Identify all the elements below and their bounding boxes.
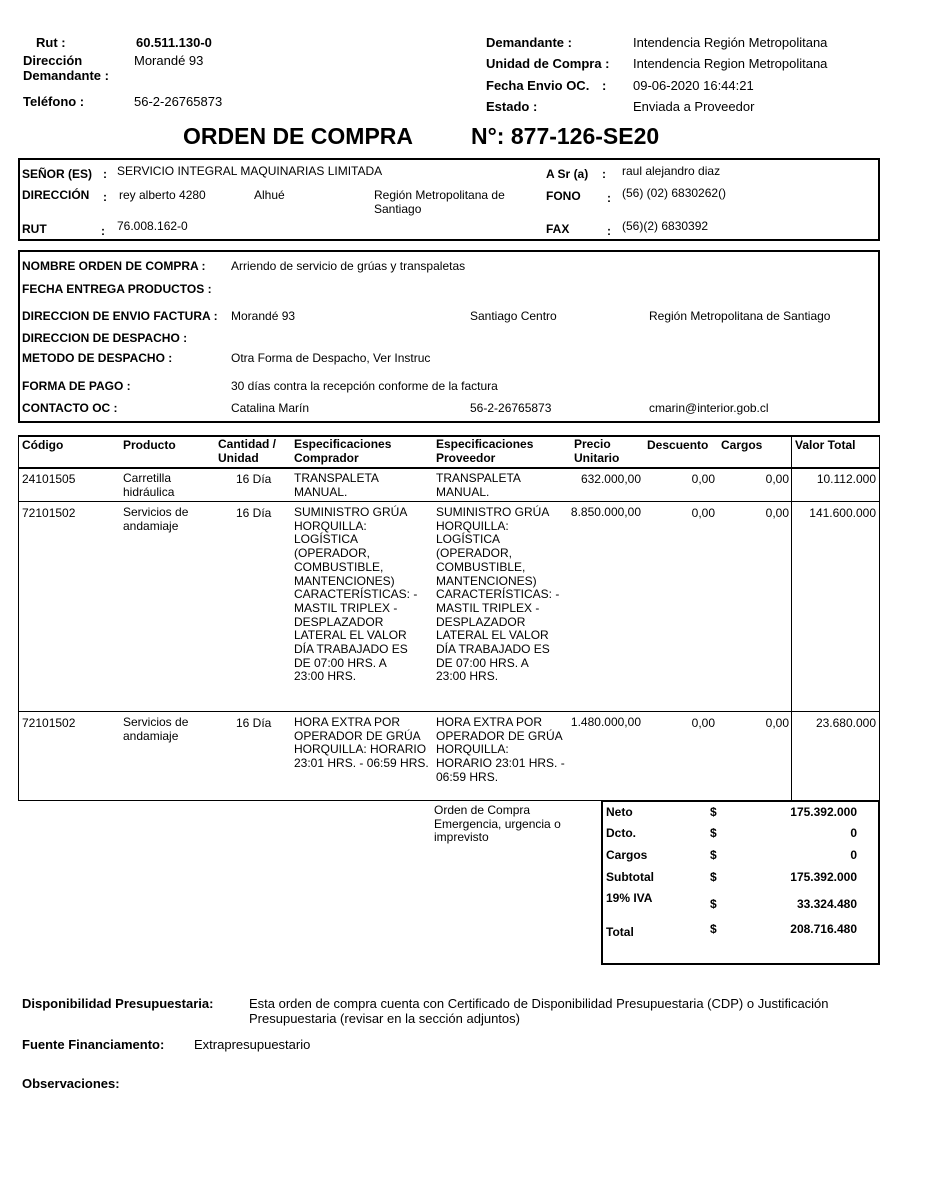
- funding-source-value: Extrapresupuestario: [194, 1037, 311, 1052]
- supplier-name-value: SERVICIO INTEGRAL MAQUINARIAS LIMITADA: [117, 164, 383, 178]
- buyer-rut-value: 60.511.130-0: [136, 35, 212, 50]
- buyer-phone-label: Teléfono :: [23, 94, 85, 109]
- cargos-value: 0: [850, 848, 857, 862]
- row-product: Servicios de andamiaje: [123, 505, 189, 533]
- col-header-product: Producto: [123, 438, 176, 452]
- neto-label: Neto: [606, 805, 633, 819]
- estado-label: Estado :: [486, 99, 538, 114]
- budget-availability-label: Disponibilidad Presupuestaria:: [22, 996, 214, 1011]
- row-discount: 0,00: [691, 472, 715, 486]
- row-charges: 0,00: [765, 506, 789, 520]
- currency-symbol: $: [710, 897, 717, 911]
- col-header-code: Código: [22, 438, 64, 452]
- unidad-compra-label: Unidad de Compra :: [486, 56, 610, 71]
- contact-label: CONTACTO OC :: [22, 401, 118, 415]
- row-buyer-spec: HORA EXTRA POR OPERADOR DE GRÚA HORQUILLA: HORARIO 23:01 HRS. - 06:59 HRS.: [294, 715, 429, 771]
- currency-symbol: $: [710, 922, 717, 936]
- phone-label: FONO: [546, 189, 581, 203]
- subtotal-label: Subtotal: [606, 870, 654, 884]
- table-border-left: [18, 435, 19, 801]
- total-label: Total: [606, 925, 634, 939]
- row-unit-price: 632.000,00: [580, 472, 641, 486]
- order-name-value: Arriendo de servicio de grúas y transpaletas: [231, 259, 466, 273]
- row-product: Carretilla hidráulica: [123, 471, 175, 499]
- currency-symbol: $: [710, 848, 717, 862]
- row-code: 72101502: [22, 716, 76, 730]
- supplier-address-region: Región Metropolitana de Santiago: [374, 188, 505, 216]
- contact-name: Catalina Marín: [231, 401, 310, 415]
- total-value: 208.716.480: [790, 922, 857, 936]
- contact-person-value: raul alejandro diaz: [622, 164, 721, 178]
- row-buyer-spec: SUMINISTRO GRÚA HORQUILLA: LOGÍSTICA (OPERADOR, COMBUSTIBLE, MANTENCIONES) CARACTERÍSTICAS: - MASTIL TRIPLEX - DESPLAZADOR LATERAL EL VALOR DÍA TRABAJADO ES DE 07:00 HRS. A 23:00 HRS.: [294, 505, 418, 684]
- phone-value: (56) (02) 6830262(): [622, 186, 727, 200]
- row-charges: 0,00: [765, 716, 789, 730]
- col-header-buyer-spec: Especificaciones Comprador: [294, 437, 392, 465]
- delivery-date-label: FECHA ENTREGA PRODUCTOS :: [22, 282, 212, 296]
- row-divider: [18, 501, 880, 502]
- row-code: 72101502: [22, 506, 76, 520]
- row-quantity: 16 Día: [236, 472, 272, 486]
- buyer-phone-value: 56-2-26765873: [134, 94, 223, 109]
- dcto-value: 0: [850, 826, 857, 840]
- row-supplier-spec: TRANSPALETA MANUAL.: [436, 471, 521, 499]
- currency-symbol: $: [710, 826, 717, 840]
- order-number: N°: 877-126-SE20: [471, 123, 660, 149]
- row-quantity: 16 Día: [236, 506, 272, 520]
- demandante-label: Demandante :: [486, 35, 572, 50]
- colon: :: [607, 191, 611, 205]
- contact-person-label: A Sr (a): [546, 167, 589, 181]
- row-total: 10.112.000: [816, 472, 876, 486]
- row-total: 23.680.000: [815, 716, 876, 730]
- emergency-note: Orden de Compra Emergencia, urgencia o imprevisto: [434, 803, 561, 845]
- row-unit-price: 1.480.000,00: [570, 715, 641, 729]
- dispatch-address-label: DIRECCION DE DESPACHO :: [22, 331, 188, 345]
- row-supplier-spec: HORA EXTRA POR OPERADOR DE GRÚA HORQUILLA: HORARIO 23:01 HRS. - 06:59 HRS.: [436, 715, 565, 784]
- invoice-address-commune: Santiago Centro: [470, 309, 557, 323]
- row-charges: 0,00: [765, 472, 789, 486]
- dispatch-method-value: Otra Forma de Despacho, Ver Instruc: [231, 351, 431, 365]
- supplier-address-commune: Alhué: [254, 188, 285, 202]
- budget-availability-value: Esta orden de compra cuenta con Certificado de Disponibilidad Presupuestaria (CDP) o Justificación Presupuestaria (revisar en la sección adjuntos): [249, 996, 829, 1026]
- fecha-envio-label: Fecha Envio OC.: [486, 78, 590, 93]
- currency-symbol: $: [710, 870, 717, 884]
- document-title: ORDEN DE COMPRA: [183, 123, 414, 149]
- fecha-envio-value: 09-06-2020 16:44:21: [633, 78, 754, 93]
- table-border-right: [879, 435, 880, 801]
- contact-email: cmarin@interior.gob.cl: [649, 401, 769, 415]
- table-col-divider: [791, 435, 792, 801]
- colon: :: [103, 167, 107, 181]
- buyer-address-label: Dirección Demandante :: [23, 53, 109, 83]
- payment-value: 30 días contra la recepción conforme de la factura: [231, 379, 498, 393]
- invoice-address-label: DIRECCION DE ENVIO FACTURA :: [22, 309, 218, 323]
- estado-value: Enviada a Proveedor: [633, 99, 755, 114]
- colon: :: [602, 167, 606, 181]
- fax-label: FAX: [546, 222, 570, 236]
- col-header-charges: Cargos: [721, 438, 763, 452]
- row-code: 24101505: [22, 472, 76, 486]
- col-header-discount: Descuento: [647, 438, 709, 452]
- row-unit-price: 8.850.000,00: [570, 505, 641, 519]
- invoice-address-street: Morandé 93: [231, 309, 296, 323]
- col-header-supplier-spec: Especificaciones Proveedor: [436, 437, 534, 465]
- col-header-unit-price: Precio Unitario: [574, 437, 620, 465]
- supplier-address-street: rey alberto 4280: [119, 188, 206, 202]
- row-quantity: 16 Día: [236, 716, 272, 730]
- supplier-name-label: SEÑOR (ES): [22, 167, 93, 181]
- dcto-label: Dcto.: [606, 826, 636, 840]
- unidad-compra-value: Intendencia Region Metropolitana: [633, 56, 828, 71]
- fecha-envio-colon: :: [602, 78, 607, 93]
- cargos-label: Cargos: [606, 848, 648, 862]
- iva-label: 19% IVA: [606, 891, 653, 905]
- colon: :: [103, 190, 107, 204]
- col-header-quantity: Cantidad / Unidad: [218, 437, 277, 465]
- supplier-rut-value: 76.008.162-0: [117, 219, 188, 233]
- buyer-address-value: Morandé 93: [134, 53, 204, 68]
- row-discount: 0,00: [691, 716, 715, 730]
- colon: :: [607, 224, 611, 238]
- colon: :: [101, 224, 105, 238]
- neto-value: 175.392.000: [790, 805, 857, 819]
- row-buyer-spec: TRANSPALETA MANUAL.: [294, 471, 379, 499]
- iva-value: 33.324.480: [796, 897, 857, 911]
- dispatch-method-label: METODO DE DESPACHO :: [22, 351, 173, 365]
- currency-symbol: $: [710, 805, 717, 819]
- supplier-rut-label: RUT: [22, 222, 47, 236]
- contact-phone: 56-2-26765873: [470, 401, 552, 415]
- supplier-address-label: DIRECCIÓN: [22, 188, 90, 202]
- buyer-rut-label: Rut :: [36, 35, 66, 50]
- table-header-bottom: [18, 467, 880, 469]
- col-header-total: Valor Total: [795, 438, 856, 452]
- observations-label: Observaciones:: [22, 1076, 120, 1091]
- demandante-value: Intendencia Región Metropolitana: [633, 35, 828, 50]
- funding-source-label: Fuente Financiamento:: [22, 1037, 165, 1052]
- invoice-address-region: Región Metropolitana de Santiago: [649, 309, 831, 323]
- row-discount: 0,00: [691, 506, 715, 520]
- row-supplier-spec: SUMINISTRO GRÚA HORQUILLA: LOGÍSTICA (OPERADOR, COMBUSTIBLE, MANTENCIONES) CARACTERÍSTICAS: - MASTIL TRIPLEX - DESPLAZADOR LATERAL EL VALOR DÍA TRABAJADO ES DE 07:00 HRS. A 23:00 HRS.: [436, 505, 560, 684]
- row-total: 141.600.000: [809, 506, 876, 520]
- order-name-label: NOMBRE ORDEN DE COMPRA :: [22, 259, 206, 273]
- row-divider: [18, 711, 880, 712]
- row-product: Servicios de andamiaje: [123, 715, 189, 743]
- fax-value: (56)(2) 6830392: [622, 219, 709, 233]
- subtotal-value: 175.392.000: [790, 870, 857, 884]
- payment-label: FORMA DE PAGO :: [22, 379, 131, 393]
- table-border-bottom: [18, 800, 602, 801]
